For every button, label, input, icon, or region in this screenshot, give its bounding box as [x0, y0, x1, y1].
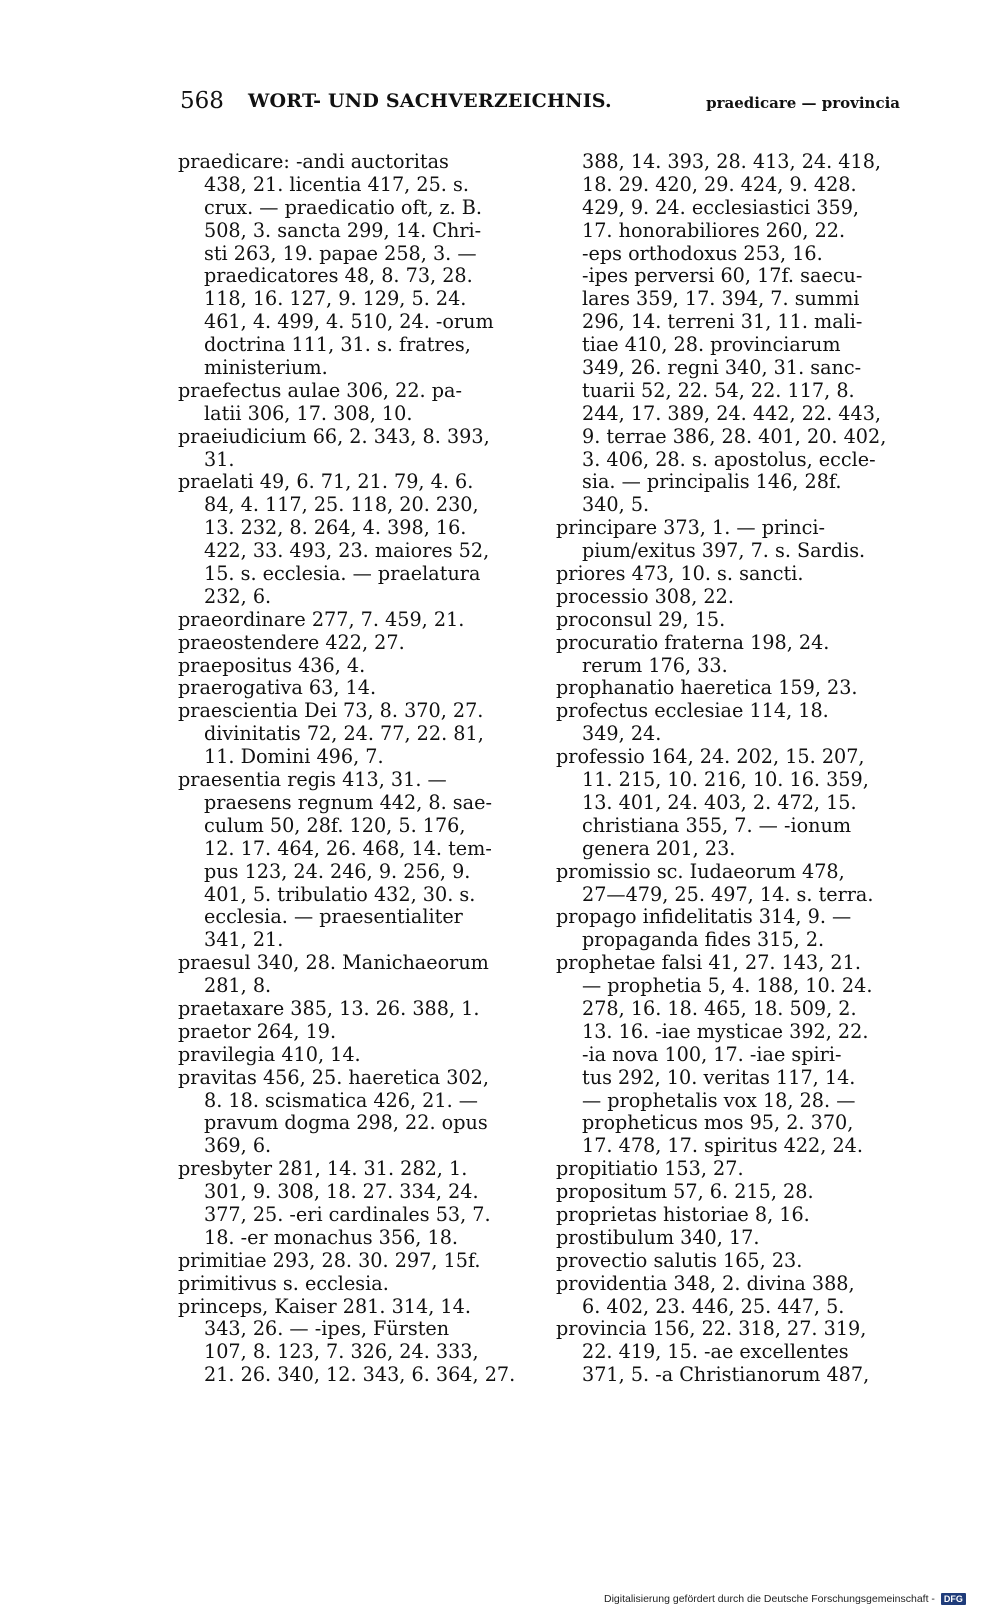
index-continuation-line: ecclesia. — praesentialiter	[204, 906, 463, 929]
index-continuation-line: ministerium.	[204, 357, 328, 380]
index-continuation-line: 508, 3. sancta 299, 14. Chri-	[204, 219, 482, 242]
page-number: 568	[180, 88, 224, 114]
index-continuation-line: 13. 401, 24. 403, 2. 472, 15.	[582, 791, 857, 814]
index-continuation-line: 349, 26. regni 340, 31. sanc-	[582, 357, 862, 380]
index-entry-line: provincia 156, 22. 318, 27. 319,	[556, 1318, 867, 1341]
index-entry-line: professio 164, 24. 202, 15. 207,	[556, 746, 865, 769]
index-entry-line: praeiudicium 66, 2. 343, 8. 393,	[178, 425, 490, 448]
index-continuation-line: 429, 9. 24. ecclesiastici 359,	[582, 196, 860, 219]
index-continuation-line: 388, 14. 393, 28. 413, 24. 418,	[582, 151, 882, 173]
index-continuation-line: 8. 18. scismatica 426, 21. —	[204, 1089, 478, 1112]
index-continuation-line: 21. 26. 340, 12. 343, 6. 364, 27.	[204, 1364, 516, 1387]
index-column-left	[178, 151, 522, 1387]
index-continuation-line: culum 50, 28f. 120, 5. 176,	[204, 814, 466, 837]
page-header	[180, 88, 900, 128]
index-continuation-line: propaganda fides 315, 2.	[582, 929, 825, 952]
index-continuation-line: 15. s. ecclesia. — praelatura	[204, 563, 481, 586]
index-continuation-line: 244, 17. 389, 24. 442, 22. 443,	[582, 402, 882, 425]
index-entry-line: praelati 49, 6. 71, 21. 79, 4. 6.	[178, 471, 474, 494]
index-continuation-line: 118, 16. 127, 9. 129, 5. 24.	[204, 288, 467, 311]
index-continuation-line: 13. 232, 8. 264, 4. 398, 16.	[204, 517, 467, 540]
index-continuation-line: 13. 16. -iae mysticae 392, 22.	[582, 1020, 869, 1043]
index-continuation-line: rerum 176, 33.	[582, 654, 728, 677]
index-continuation-line: pravum dogma 298, 22. opus	[204, 1112, 488, 1135]
entry-range: praedicare — provincia	[706, 94, 900, 112]
index-continuation-line: 401, 5. tribulatio 432, 30. s.	[204, 883, 476, 906]
index-continuation-line: sti 263, 19. papae 258, 3. —	[204, 242, 477, 265]
index-continuation-line: 17. honorabiliores 260, 22.	[582, 219, 846, 242]
index-entry-line: praesentia regis 413, 31. —	[178, 769, 447, 792]
index-continuation-line: 18. -er monachus 356, 18.	[204, 1226, 459, 1249]
index-continuation-line: 422, 33. 493, 23. maiores 52,	[204, 540, 490, 563]
index-continuation-line: 438, 21. licentia 417, 25. s.	[204, 173, 469, 196]
index-entry-line: propitiatio 153, 27.	[556, 1158, 744, 1181]
index-continuation-line: lares 359, 17. 394, 7. summi	[582, 288, 860, 311]
index-continuation-line: pium/exitus 397, 7. s. Sardis.	[582, 540, 866, 563]
index-entry-line: providentia 348, 2. divina 388,	[556, 1272, 855, 1295]
index-entry-line: prophetae falsi 41, 27. 143, 21.	[556, 952, 861, 975]
index-entry-line: praepositus 436, 4.	[178, 654, 366, 677]
index-continuation-line: 369, 6.	[204, 1135, 272, 1158]
index-continuation-line: 341, 21.	[204, 929, 284, 952]
index-continuation-line: 18. 29. 420, 29. 424, 9. 428.	[582, 173, 857, 196]
index-continuation-line: crux. — praedicatio oft, z. B.	[204, 196, 483, 219]
index-continuation-line: 17. 478, 17. spiritus 422, 24.	[582, 1135, 863, 1158]
index-continuation-line: genera 201, 23.	[582, 837, 736, 860]
index-entry-line: praerogativa 63, 14.	[178, 677, 377, 700]
index-entry-line: praetor 264, 19.	[178, 1020, 337, 1043]
index-continuation-line: 11. 215, 10. 216, 10. 16. 359,	[582, 769, 869, 792]
index-entry-line: princeps, Kaiser 281. 314, 14.	[178, 1295, 471, 1318]
index-continuation-line: 340, 5.	[582, 494, 650, 517]
index-entry-line: praefectus aulae 306, 22. pa-	[178, 379, 462, 402]
index-continuation-line: latii 306, 17. 308, 10.	[204, 402, 413, 425]
index-entry-line: promissio sc. Iudaeorum 478,	[556, 860, 845, 883]
index-entry-line: prophanatio haeretica 159, 23.	[556, 677, 858, 700]
index-entry-line: prostibulum 340, 17.	[556, 1226, 760, 1249]
index-continuation-line: -ipes perversi 60, 17f. saecu-	[582, 265, 863, 288]
index-entry-line: praedicare: -andi auctoritas	[178, 151, 449, 173]
index-continuation-line: 371, 5. -a Christianorum 487,	[582, 1364, 870, 1387]
index-entry-line: profectus ecclesiae 114, 18.	[556, 700, 829, 723]
index-continuation-line: tuarii 52, 22. 54, 22. 117, 8.	[582, 379, 855, 402]
index-continuation-line: — prophetalis vox 18, 28. —	[582, 1089, 856, 1112]
index-entry-line: priores 473, 10. s. sancti.	[556, 563, 804, 586]
index-entry-line: pravilegia 410, 14.	[178, 1043, 361, 1066]
index-continuation-line: 278, 16. 18. 465, 18. 509, 2.	[582, 997, 857, 1020]
dfg-logo: DFG	[941, 1593, 966, 1605]
index-continuation-line: sia. — principalis 146, 28f.	[582, 471, 842, 494]
index-continuation-line: 84, 4. 117, 25. 118, 20. 230,	[204, 494, 479, 517]
index-entry-line: praeostendere 422, 27.	[178, 631, 405, 654]
index-continuation-line: 107, 8. 123, 7. 326, 24. 333,	[204, 1341, 479, 1364]
index-entry-line: propositum 57, 6. 215, 28.	[556, 1181, 814, 1204]
footer-credit	[604, 1593, 966, 1605]
index-entry-line: provectio salutis 165, 23.	[556, 1249, 803, 1272]
index-entry-line: proprietas historiae 8, 16.	[556, 1203, 810, 1226]
index-continuation-line: 301, 9. 308, 18. 27. 334, 24.	[204, 1181, 479, 1204]
footer-text: Digitalisierung gefördert durch die Deutsche Forschungsgemeinschaft -	[604, 1593, 935, 1605]
index-continuation-line: 296, 14. terreni 31, 11. mali-	[582, 311, 863, 334]
index-continuation-line: pus 123, 24. 246, 9. 256, 9.	[204, 860, 471, 883]
index-continuation-line: — prophetia 5, 4. 188, 10. 24.	[582, 975, 873, 998]
index-continuation-line: 349, 24.	[582, 723, 662, 746]
index-continuation-line: -ia nova 100, 17. -iae spiri-	[582, 1043, 842, 1066]
index-continuation-line: divinitatis 72, 24. 77, 22. 81,	[204, 723, 484, 746]
index-entry-line: primitiae 293, 28. 30. 297, 15f.	[178, 1249, 481, 1272]
index-continuation-line: -eps orthodoxus 253, 16.	[582, 242, 823, 265]
index-continuation-line: 6. 402, 23. 446, 25. 447, 5.	[582, 1295, 845, 1318]
index-entry-line: principare 373, 1. — princi-	[556, 517, 826, 540]
index-continuation-line: 232, 6.	[204, 585, 272, 608]
index-continuation-line: 461, 4. 499, 4. 510, 24. -orum	[204, 311, 494, 334]
index-continuation-line: 27—479, 25. 497, 14. s. terra.	[582, 883, 874, 906]
index-entry-line: praeordinare 277, 7. 459, 21.	[178, 608, 465, 631]
index-entry-line: propago infidelitatis 314, 9. —	[556, 906, 852, 929]
index-entry-line: presbyter 281, 14. 31. 282, 1.	[178, 1158, 468, 1181]
index-continuation-line: praesens regnum 442, 8. sae-	[204, 791, 492, 814]
index-continuation-line: christiana 355, 7. — -ionum	[582, 814, 852, 837]
index-entry-line: praesul 340, 28. Manichaeorum	[178, 952, 489, 975]
index-continuation-line: praedicatores 48, 8. 73, 28.	[204, 265, 473, 288]
index-continuation-line: propheticus mos 95, 2. 370,	[582, 1112, 854, 1135]
index-entry-line: praescientia Dei 73, 8. 370, 27.	[178, 700, 484, 723]
index-continuation-line: 31.	[204, 448, 235, 471]
index-continuation-line: 377, 25. -eri cardinales 53, 7.	[204, 1203, 491, 1226]
index-continuation-line: tus 292, 10. veritas 117, 14.	[582, 1066, 856, 1089]
index-entry-line: procuratio fraterna 198, 24.	[556, 631, 830, 654]
index-continuation-line: 11. Domini 496, 7.	[204, 746, 384, 769]
index-entry-line: praetaxare 385, 13. 26. 388, 1.	[178, 997, 480, 1020]
index-continuation-line: 281, 8.	[204, 975, 272, 998]
index-continuation-line: 3. 406, 28. s. apostolus, eccle-	[582, 448, 876, 471]
index-continuation-line: 343, 26. — -ipes, Fürsten	[204, 1318, 450, 1341]
index-continuation-line: 9. terrae 386, 28. 401, 20. 402,	[582, 425, 887, 448]
index-entry-line: proconsul 29, 15.	[556, 608, 726, 631]
index-column-right	[556, 151, 904, 1387]
index-entry-line: primitivus s. ecclesia.	[178, 1272, 389, 1295]
index-continuation-line: 22. 419, 15. -ae excellentes	[582, 1341, 849, 1364]
index-continuation-line: tiae 410, 28. provinciarum	[582, 334, 841, 357]
index-continuation-line: 12. 17. 464, 26. 468, 14. tem-	[204, 837, 492, 860]
index-entry-line: pravitas 456, 25. haeretica 302,	[178, 1066, 489, 1089]
index-continuation-line: doctrina 111, 31. s. fratres,	[204, 334, 471, 357]
page-title: WORT- UND SACHVERZEICHNIS.	[248, 90, 612, 112]
index-entry-line: processio 308, 22.	[556, 585, 734, 608]
